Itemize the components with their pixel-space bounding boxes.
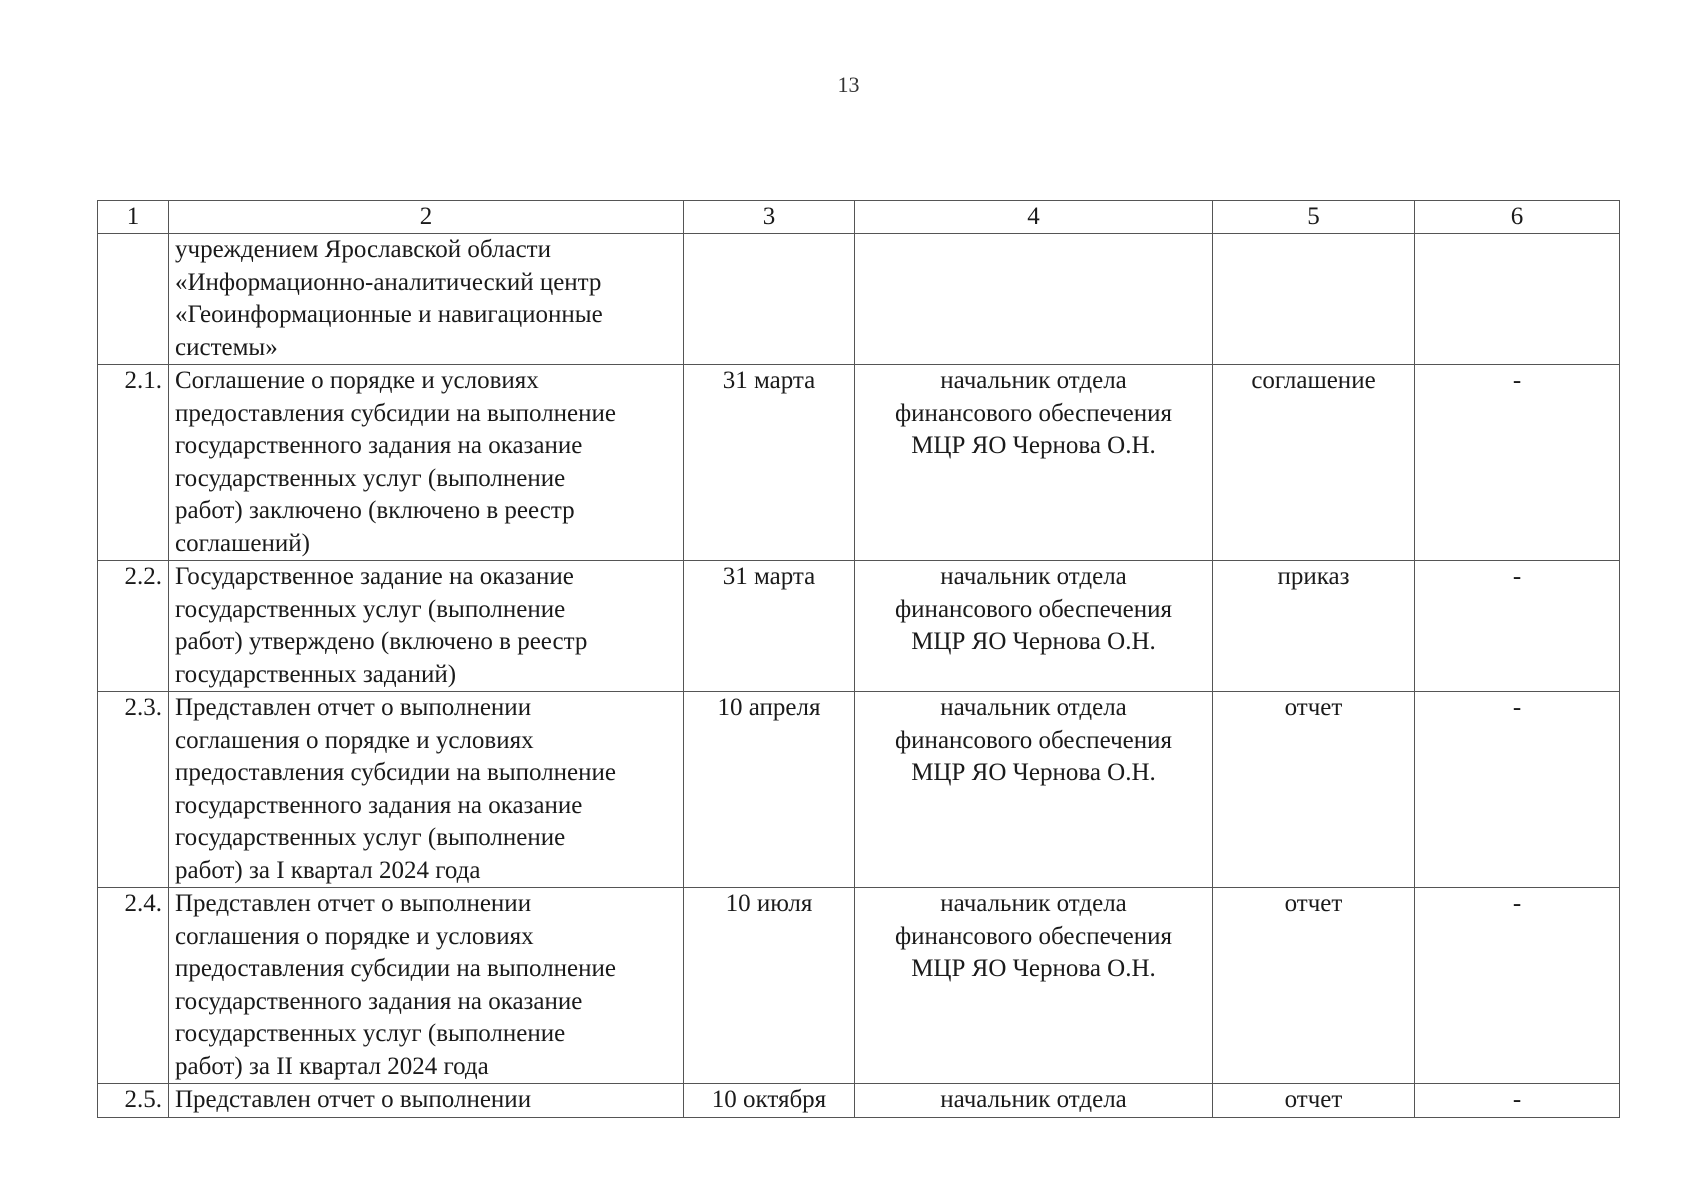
row-deadline [684, 234, 855, 365]
row-number [98, 234, 169, 365]
row-number: 2.3. [98, 692, 169, 888]
header-col-3: 3 [684, 201, 855, 234]
header-col-4: 4 [855, 201, 1213, 234]
row-result: приказ [1213, 561, 1415, 692]
page-number: 13 [837, 72, 860, 97]
row-description: Представлен отчет о выполнении [169, 1084, 684, 1118]
row-result: соглашение [1213, 365, 1415, 561]
header-col-2: 2 [169, 201, 684, 234]
plan-table [97, 200, 1620, 1118]
row-number: 2.5. [98, 1084, 169, 1118]
row-note: - [1415, 561, 1620, 692]
row-note: - [1415, 888, 1620, 1084]
row-responsible: начальник отдела финансового обеспечения МЦР ЯО Чернова О.Н. [855, 888, 1213, 1084]
table-row [98, 692, 1620, 888]
row-note: - [1415, 1084, 1620, 1118]
row-deadline: 10 октября [684, 1084, 855, 1118]
row-responsible: начальник отдела финансового обеспечения МЦР ЯО Чернова О.Н. [855, 365, 1213, 561]
header-col-1: 1 [98, 201, 169, 234]
table-row [98, 888, 1620, 1084]
row-description: Соглашение о порядке и условиях предоставления субсидии на выполнение государственного задания на оказание государственных услуг (выполнение работ) заключено (включено в реестр соглашений) [169, 365, 684, 561]
row-number: 2.1. [98, 365, 169, 561]
row-description: Представлен отчет о выполнении соглашения о порядке и условиях предоставления субсидии на выполнение государственного задания на оказание государственных услуг (выполнение работ) за II квартал 2024 года [169, 888, 684, 1084]
row-responsible: начальник отдела [855, 1084, 1213, 1118]
row-number: 2.2. [98, 561, 169, 692]
header-col-5: 5 [1213, 201, 1415, 234]
table-row [98, 365, 1620, 561]
row-deadline: 31 марта [684, 365, 855, 561]
row-responsible: начальник отдела финансового обеспечения МЦР ЯО Чернова О.Н. [855, 561, 1213, 692]
row-result: отчет [1213, 692, 1415, 888]
table-row [98, 561, 1620, 692]
row-deadline: 31 марта [684, 561, 855, 692]
row-responsible: начальник отдела финансового обеспечения МЦР ЯО Чернова О.Н. [855, 692, 1213, 888]
row-deadline: 10 апреля [684, 692, 855, 888]
row-number: 2.4. [98, 888, 169, 1084]
table-row [98, 234, 1620, 365]
header-col-6: 6 [1415, 201, 1620, 234]
row-result: отчет [1213, 1084, 1415, 1118]
row-result: отчет [1213, 888, 1415, 1084]
row-description: учреждением Ярославской области «Информационно-аналитический центр «Геоинформационные и навигационные системы» [169, 234, 684, 365]
row-note: - [1415, 365, 1620, 561]
row-description: Государственное задание на оказание государственных услуг (выполнение работ) утверждено (включено в реестр государственных заданий) [169, 561, 684, 692]
row-result [1213, 234, 1415, 365]
table-header-row [98, 201, 1620, 234]
row-description: Представлен отчет о выполнении соглашения о порядке и условиях предоставления субсидии на выполнение государственного задания на оказание государственных услуг (выполнение работ) за I квартал 2024 года [169, 692, 684, 888]
row-note: - [1415, 692, 1620, 888]
row-responsible [855, 234, 1213, 365]
table-row [98, 1084, 1620, 1118]
row-note [1415, 234, 1620, 365]
row-deadline: 10 июля [684, 888, 855, 1084]
